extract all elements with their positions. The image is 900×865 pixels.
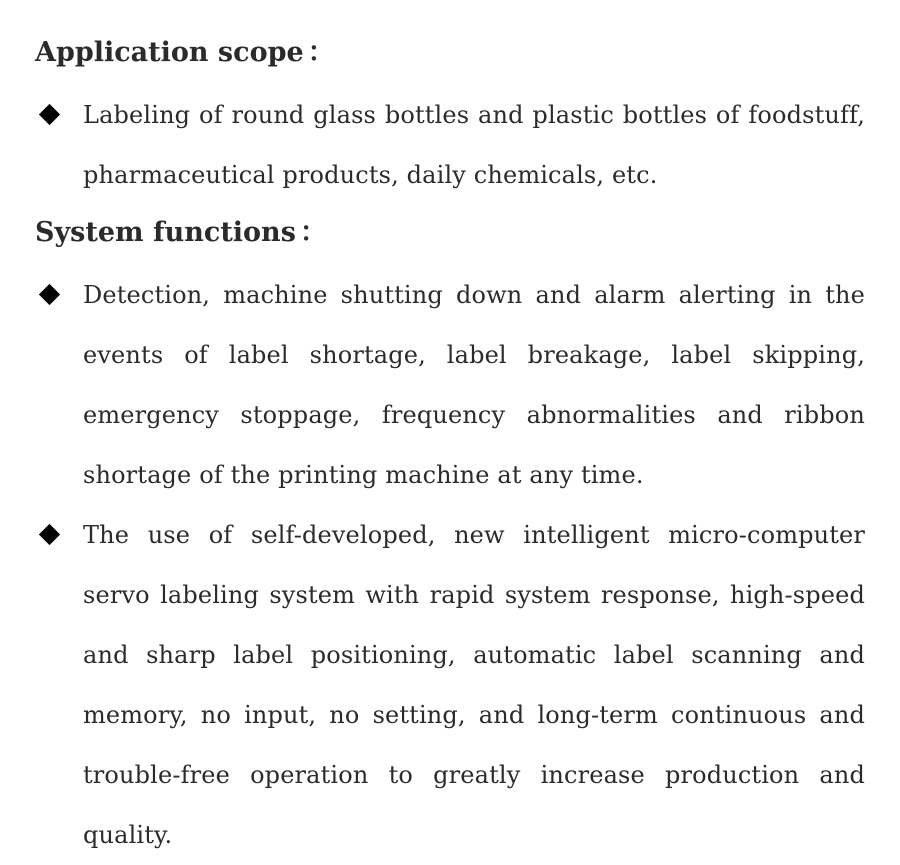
section-heading-system-functions	[35, 216, 327, 250]
black-diamond-icon	[35, 100, 63, 128]
section-heading-application-scope	[35, 36, 335, 70]
heading-text: Application scope	[35, 37, 304, 68]
bullet-item-application-scope: Labeling of round glass bottles and plastic bottles of foodstuff, pharmaceutical products, daily chemicals, etc.	[83, 101, 865, 189]
black-diamond-icon	[35, 520, 63, 548]
bullet-item-servo-system: The use of self-developed, new intelligent micro-computer servo labeling system with rapid system response, high-speed and sharp label positioning, automatic label scanning and memory, no input, no setting, and long-term continuous and trouble-free operation to greatly increase production and quality.	[83, 521, 865, 849]
black-diamond-icon	[35, 280, 63, 308]
bullet-item-detection: Detection, machine shutting down and alarm alerting in the events of label shortage, label breakage, label skipping, emergency stoppage, frequency abnormalities and ribbon shortage of the printing machine at any time.	[83, 281, 865, 489]
heading-text: System functions	[35, 217, 296, 248]
heading-colon: ：	[307, 37, 335, 68]
heading-colon: ：	[299, 217, 327, 248]
